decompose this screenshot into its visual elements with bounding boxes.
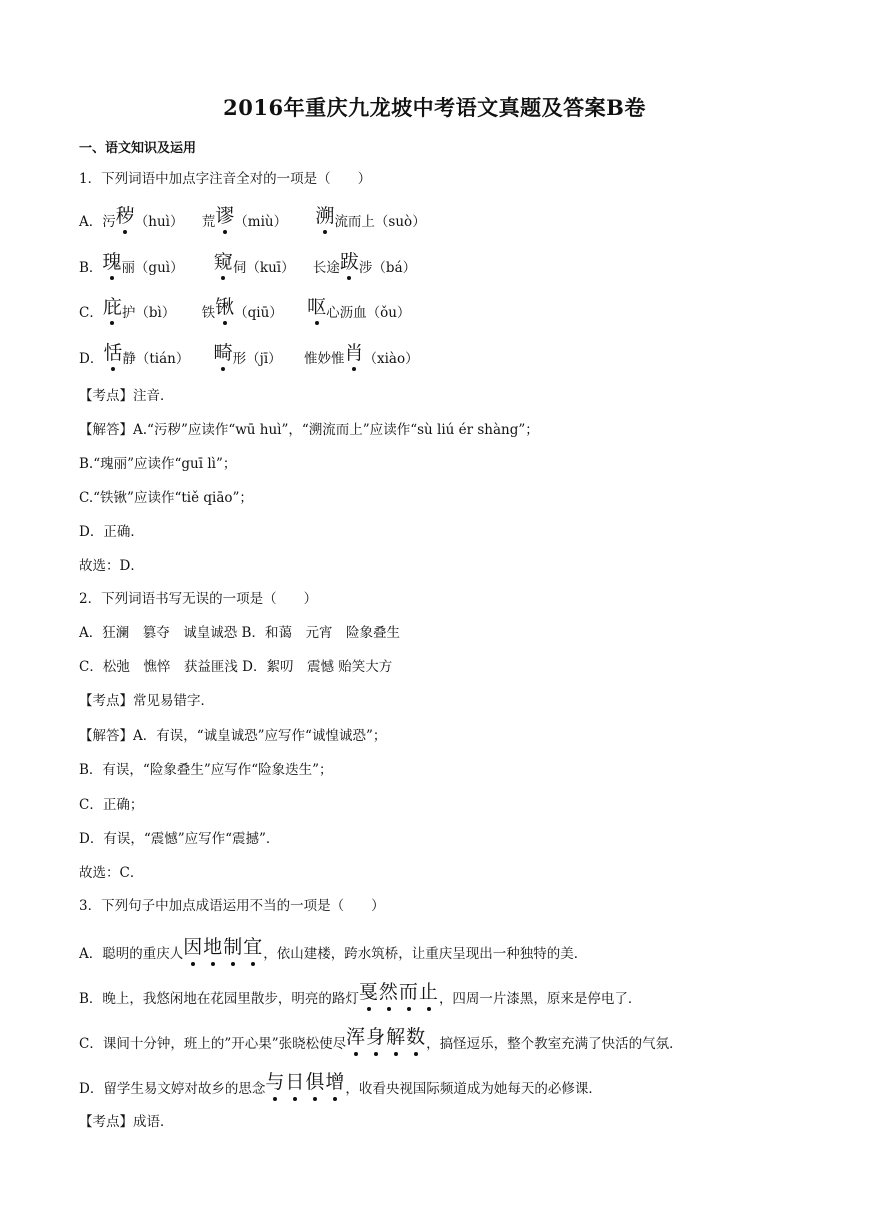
emphasis-dots (346, 1052, 426, 1056)
q2-jieda-d: D．有误，“震憾”应写作“震撼”． (79, 831, 280, 847)
pinyin: （huì） (134, 214, 184, 230)
q1-jieda: 【解答】A.“污秽”应读作“wū huì”，“溯流而上”应读作“sù liú ér shàng”； (79, 422, 539, 438)
q1-jieda-d: D．正确． (79, 524, 144, 540)
dotted-char: 锹 (215, 296, 235, 318)
q2-jieda-b: B．有误，“险象叠生”应写作“险象迭生”； (79, 762, 333, 778)
dotted-char: 恬 (103, 342, 123, 364)
q3-kaodian: 【考点】成语． (79, 1114, 174, 1130)
idiom-text: 因地制宜 (183, 936, 264, 958)
pinyin: （miù） (234, 214, 288, 230)
dotted-char: 肖 (344, 342, 364, 364)
q1-option-d (79, 343, 419, 369)
q3-option-b (79, 982, 641, 1009)
text: 惟妙惟 (303, 351, 345, 367)
text: ，搞怪逗乐，整个教室充满了快活的气氛． (426, 1036, 683, 1052)
q2-options-ab: A．狂澜 篡夺 诚皇诚恐 B．和蔼 元宵 险象叠生 (79, 625, 400, 641)
text: C．课间十分钟，班上的”开心果”张晓松使尽 (79, 1036, 347, 1052)
text: A．聪明的重庆人 (79, 946, 184, 962)
dotted-char: 窥 (213, 251, 233, 273)
option-label: D． (79, 351, 104, 367)
q1-kaodian: 【考点】注音． (79, 388, 174, 404)
idiom-text: 戛然而止 (358, 981, 439, 1003)
text: 荒 (201, 214, 216, 230)
text: ，依山建楼，跨水筑桥，让重庆呈现出一种独特的美． (263, 946, 588, 962)
q1-jieda-c: C.“铁锹”应读作“tiě qiāo”； (79, 490, 253, 506)
pinyin: 丽（guì） (121, 260, 184, 276)
text: ，四周一片漆黑，原来是停电了． (438, 991, 642, 1007)
dotted-char: 呕 (307, 296, 327, 318)
text: 污 (102, 214, 116, 230)
text: B．晚上，我悠闲地在花园里散步，明亮的路灯 (79, 991, 359, 1007)
dotted-idiom (265, 1072, 345, 1092)
q1-option-c (79, 297, 410, 323)
emphasis-dots (265, 1097, 345, 1101)
q3-option-c (79, 1027, 683, 1054)
q2-kaodian: 【考点】常见易错字． (79, 693, 214, 709)
idiom-text: 浑身解数 (346, 1026, 427, 1048)
question-2-stem: 2．下列词语书写无误的一项是（ ） (79, 591, 318, 607)
dotted-idiom (183, 937, 263, 957)
document-title: 2016年重庆九龙坡中考语文真题及答案B卷 (223, 95, 646, 120)
section-heading: 一、语文知识及运用 (79, 141, 197, 156)
pinyin: 涉（bá） (358, 260, 417, 276)
emphasis-dots (359, 1007, 439, 1011)
q1-answer: 故选：D． (79, 558, 144, 574)
question-3-stem: 3．下列句子中加点成语运用不当的一项是（ ） (79, 898, 385, 914)
pinyin: 流而上（suò） (334, 214, 426, 230)
q3-option-a (79, 937, 587, 964)
pinyin: （qiū） (234, 305, 283, 321)
q1-jieda-b: B.“瑰丽”应读作“guī lì”； (79, 456, 237, 472)
pinyin: 伺（kuī） (232, 260, 295, 276)
pinyin: 心沥血（ǒu） (326, 305, 411, 321)
q2-jieda-c: C．正确； (79, 797, 144, 813)
question-1-stem: 1．下列词语中加点字注音全对的一项是（ ） (79, 171, 372, 187)
option-label: C． (79, 305, 103, 321)
dotted-char: 谬 (215, 205, 235, 227)
text: D．留学生易文婷对故乡的思念 (79, 1081, 266, 1097)
q2-options-cd: C．松弛 憔悴 获益匪浅 D．絮叨 震憾 贻笑大方 (79, 659, 393, 675)
dotted-idiom (359, 982, 439, 1002)
q2-answer: 故选：C． (79, 865, 144, 881)
text: 铁 (201, 305, 216, 321)
q3-option-d (79, 1072, 602, 1099)
dotted-char: 畸 (213, 342, 233, 364)
dotted-char: 溯 (315, 205, 335, 227)
emphasis-dots (183, 962, 263, 966)
pinyin: 形（jī） (232, 351, 282, 367)
dotted-char: 瑰 (102, 251, 122, 273)
pinyin: （xiào） (363, 351, 419, 367)
text: 长途 (312, 260, 340, 276)
pinyin: 静（tián） (122, 351, 190, 367)
q1-option-b (79, 252, 416, 278)
dotted-char: 秽 (115, 205, 135, 227)
option-label: A． (79, 214, 103, 230)
dotted-char: 跋 (339, 251, 359, 273)
text: ，收看央视国际频道成为她每天的必修课． (345, 1081, 602, 1097)
dotted-idiom (346, 1027, 426, 1047)
pinyin: 护（bì） (121, 305, 176, 321)
q1-option-a (79, 206, 426, 232)
dotted-char: 庇 (102, 296, 122, 318)
idiom-text: 与日俱增 (265, 1071, 346, 1093)
q2-jieda: 【解答】A．有误，“诚皇诚恐”应写作“诚惶诚恐”； (79, 728, 387, 744)
option-label: B． (79, 260, 103, 276)
